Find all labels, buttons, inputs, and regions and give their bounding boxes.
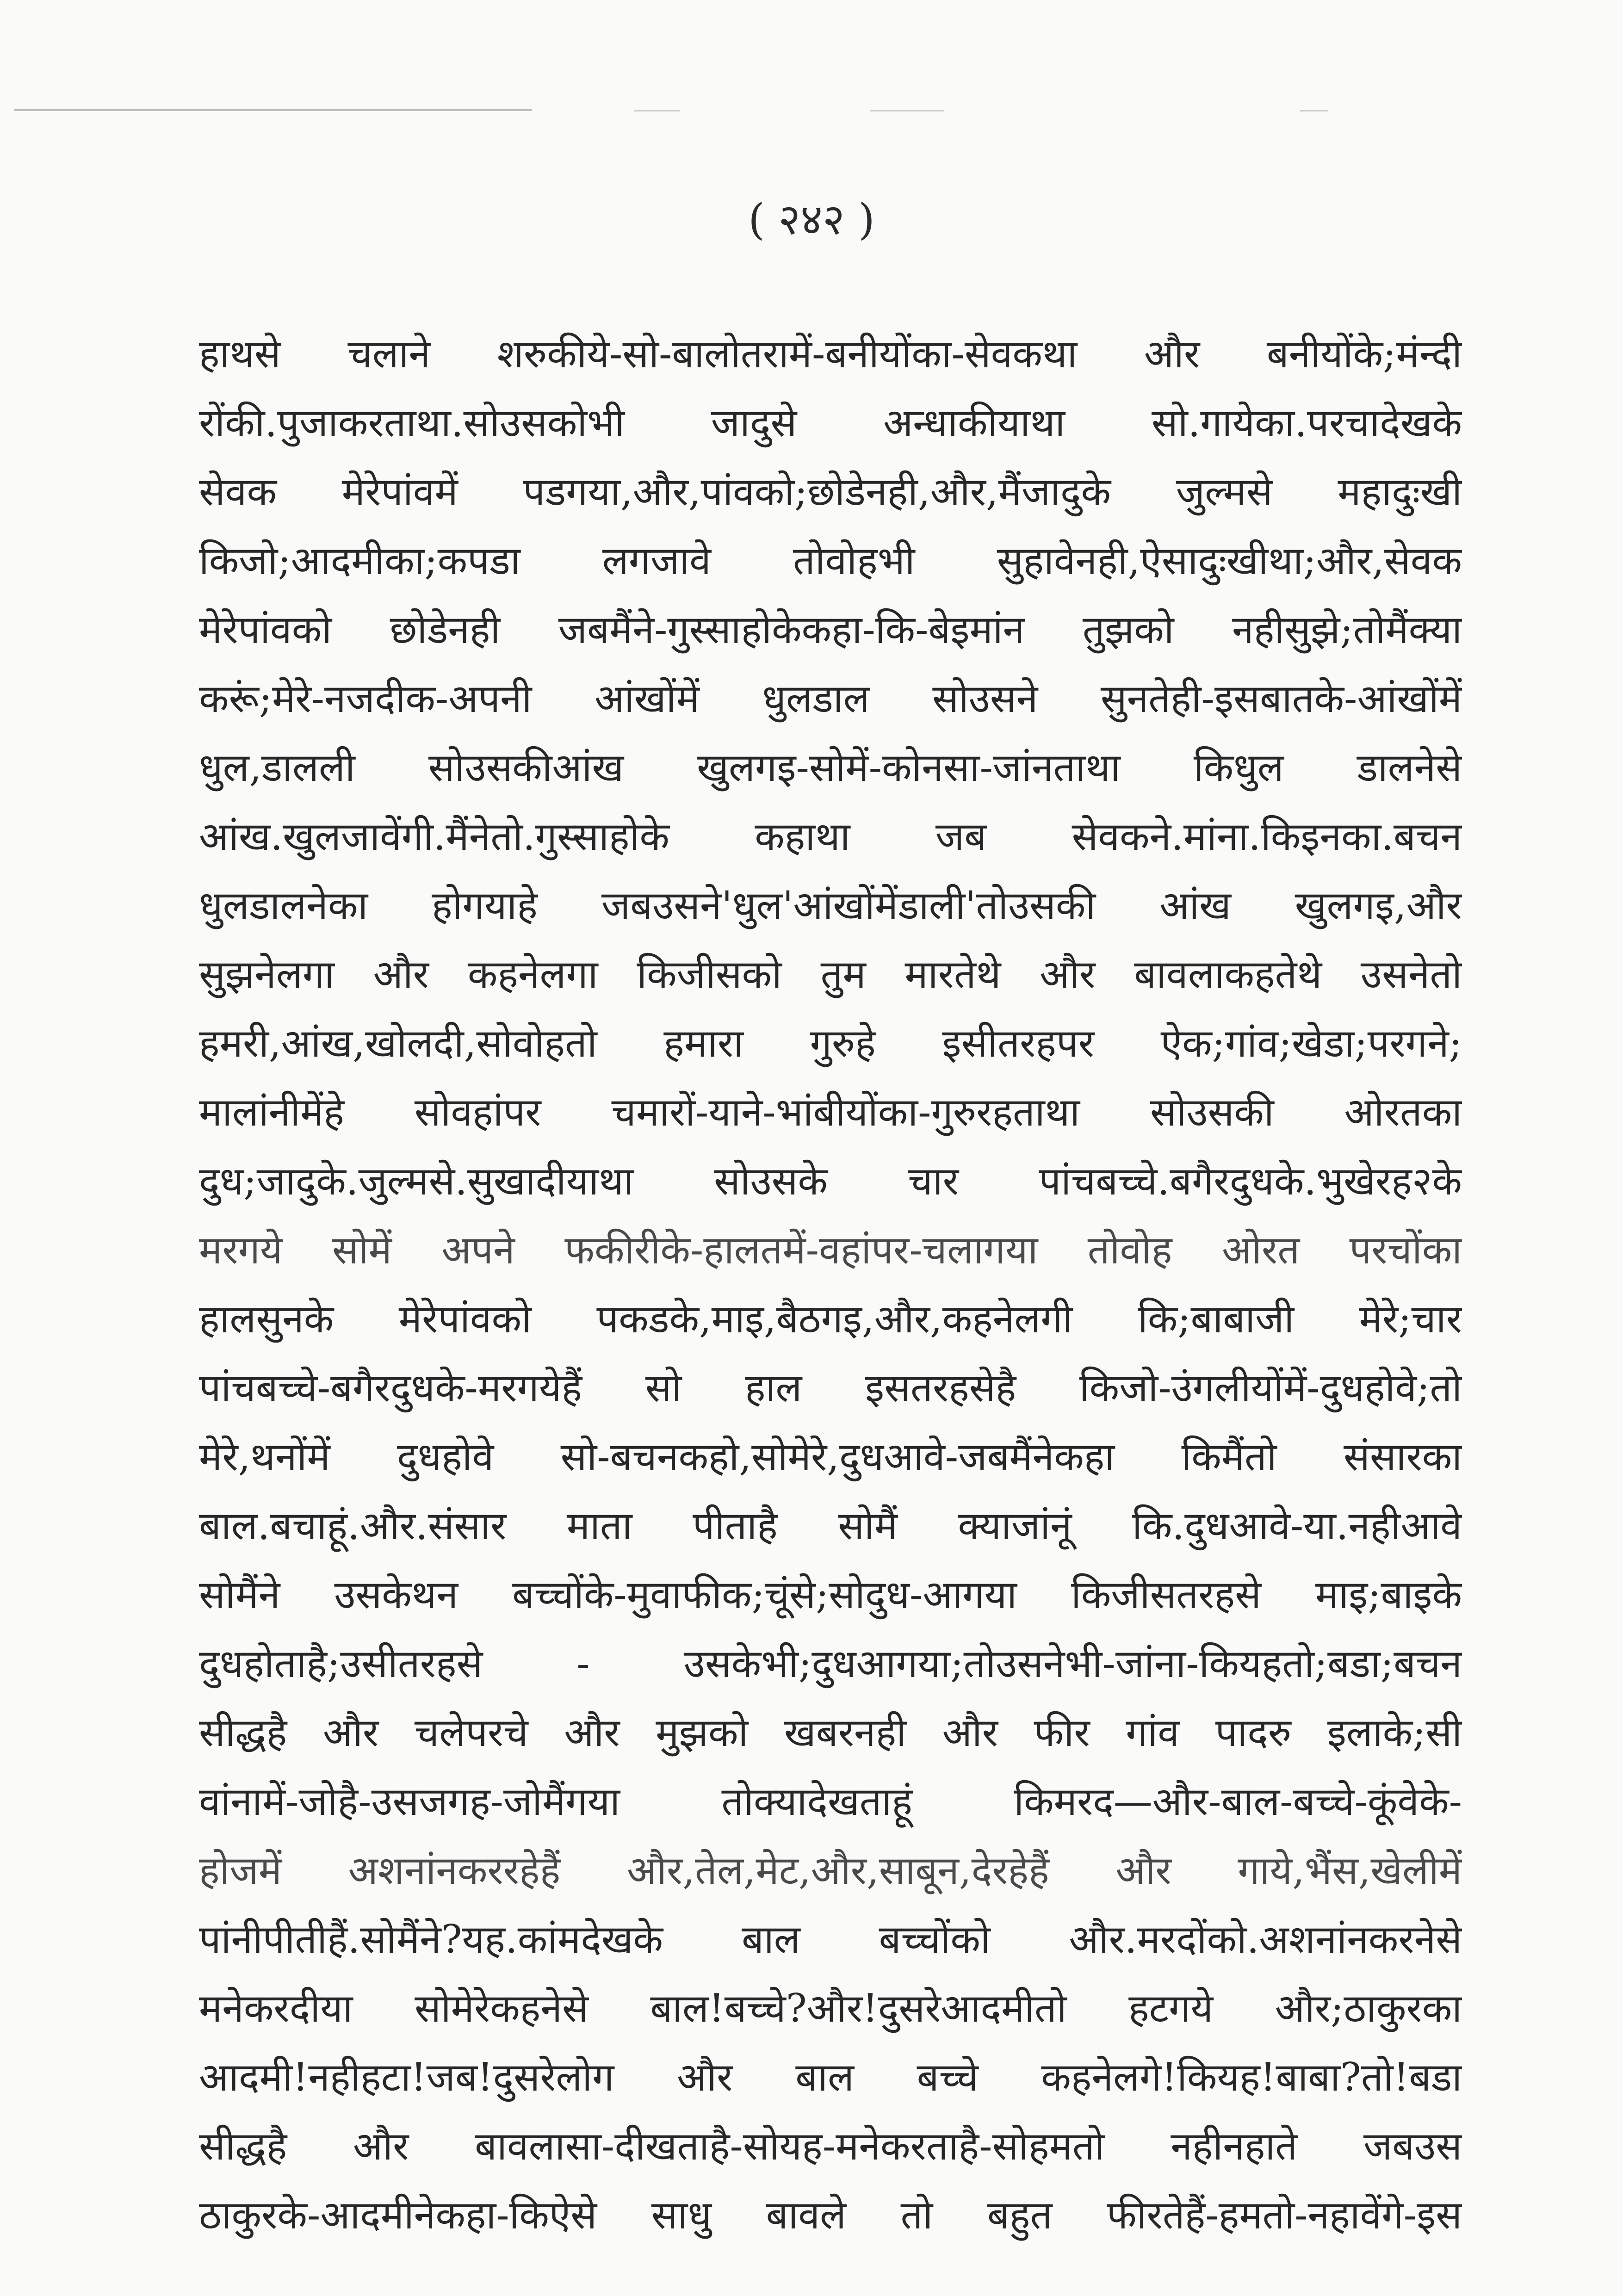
scan-mark — [870, 110, 944, 111]
text-line: किजो;आदमीका;कपडा लगजावे तोवोहभी सुहावेनही,ऐसादुःखीथा;और,सेवक — [199, 538, 1462, 583]
text-line: पांचबच्चे-बगैरदुधके-मरगयेहैं सो हाल इसतरहसेहै किजो-उंगलीयोंमें-दुधहोवे;तो — [199, 1365, 1462, 1411]
text-line: आदमी!नहीहटा!जब!दुसरेलोग और बाल बच्चे कहनेलगे!कियह!बाबा?तो!बडा — [199, 2055, 1462, 2100]
text-line: मालांनीमेंहे सोवहांपर चमारों-याने-भांबीयोंका-गुरुरहताथा सोउसकी ओरतका — [199, 1089, 1462, 1135]
text-line: हमरी,आंख,खोलदी,सोवोहतो हमारा गुरुहे इसीतरहपर ऐक;गांव;खेडा;परगने; — [199, 1021, 1462, 1066]
scan-edge-rule — [14, 109, 532, 111]
text-line: वांनामें-जोहै-उसजगह-जोमैंगया तोक्यादेखताहूं किमरद—और-बाल-बच्चे-कूंवेके- — [199, 1779, 1462, 1824]
scan-mark — [1300, 110, 1328, 111]
text-line: धुलडालनेका होगयाहे जबउसने'धुल'आंखोंमेंडाली'तोउसकी आंख खुलगइ,और — [199, 883, 1462, 928]
text-line: सेवक मेरेपांवमें पडगया,और,पांवको;छोडेनही,और,मैंजादुके जुल्मसे महादुःखी — [199, 469, 1462, 514]
text-line: हालसुनके मेरेपांवको पकडके,माइ,बैठगइ,और,कहनेलगी कि;बाबाजी मेरे;चार — [199, 1296, 1462, 1342]
text-line: सीद्धहै और बावलासा-दीखताहै-सोयह-मनेकरताहै-सोहमतो नहीनहाते जबउस — [199, 2123, 1462, 2169]
text-line: बाल.बचाहूं.और.संसार माता पीताहै सोमैं क्याजांनूं कि.दुधआवे-या.नहीआवे — [199, 1503, 1462, 1548]
text-line: मरगये सोमें अपने फकीरीके-हालतमें-वहांपर-चलागया तोवोह ओरत परचोंका — [199, 1227, 1462, 1273]
text-line: धुल,डालली सोउसकीआंख खुलगइ-सोमें-कोनसा-जांनताथा किधुल डालनेसे — [199, 745, 1462, 790]
text-line: रोंकी.पुजाकरताथा.सोउसकोभी जादुसे अन्धाकीयाथा सो.गायेका.परचादेखके — [199, 400, 1462, 446]
text-line: दुध;जादुके.जुल्मसे.सुखादीयाथा सोउसके चार पांचबच्चे.बगैरदुधके.भुखेरह२के — [199, 1158, 1462, 1204]
text-line: मेरे,थनोंमें दुधहोवे सो-बचनकहो,सोमेरे,दुधआवे-जबमैंनेकहा किमैंतो संसारका — [199, 1434, 1462, 1479]
text-line: पांनीपीतीहैं.सोमैंने?यह.कांमदेखके बाल बच्चोंको और.मरदोंको.अशनांनकरनेसे — [199, 1917, 1462, 1962]
body-text — [199, 320, 1462, 2250]
text-line: सीद्धहै और चलेपरचे और मुझको खबरनही और फीर गांव पादरु इलाके;सी — [199, 1710, 1462, 1755]
text-line: करूं;मेरे-नजदीक-अपनी आंखोंमें धुलडाल सोउसने सुनतेही-इसबातके-आंखोंमें — [199, 676, 1462, 721]
text-line: सोमैंने उसकेथन बच्चोंके-मुवाफीक;चूंसे;सोदुध-आगया किजीसतरहसे माइ;बाइके — [199, 1572, 1462, 1617]
text-line: हाथसे चलाने शरुकीये-सो-बालोतरामें-बनीयोंका-सेवकथा और बनीयोंके;मंन्दी — [199, 331, 1462, 377]
text-line: दुधहोताहै;उसीतरहसे - उसकेभी;दुधआगया;तोउसनेभी-जांना-कियहतो;बडा;बचन — [199, 1641, 1462, 1686]
text-line: सुझनेलगा और कहनेलगा किजीसको तुम मारतेथे और बावलाकहतेथे उसनेतो — [199, 952, 1462, 997]
text-line: मनेकरदीया सोमेरेकहनेसे बाल!बच्चे?और!दुसरेआदमीतो हटगये और;ठाकुरका — [199, 1986, 1462, 2031]
text-line: मेरेपांवको छोडेनही जबमैंने-गुस्साहोकेकहा-कि-बेइमांन तुझको नहीसुझे;तोमैंक्या — [199, 607, 1462, 652]
page-number: ( २४२ ) — [748, 195, 875, 244]
text-line: आंख.खुलजावेंगी.मैंनेतो.गुस्साहोके कहाथा जब सेवकने.मांना.किइनका.बचन — [199, 814, 1462, 859]
text-line: ठाकुरके-आदमीनेकहा-किऐसे साधु बावले तो बहुत फीरतेहैं-हमतो-नहावेंगे-इस — [199, 2192, 1462, 2238]
scan-mark — [634, 110, 680, 111]
text-line: होजमें अशनांनकररहेहैं और,तेल,मेट,और,साबून,देरहेहैं और गाये,भैंस,खेलीमें — [199, 1848, 1462, 1893]
